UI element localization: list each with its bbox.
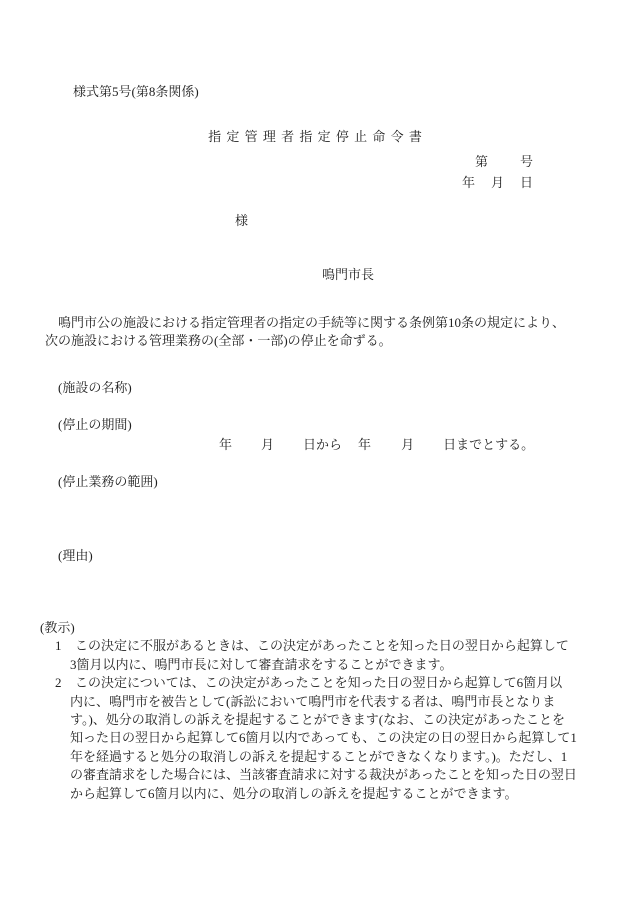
body-line: 鳴門市公の施設における指定管理者の指定の手続等に関する条例第10条の規定により、: [58, 315, 566, 330]
date-month-label: 月: [490, 175, 504, 190]
reason-label: (理由): [58, 548, 93, 563]
addressee-honorific: 様: [235, 213, 249, 228]
document-title: 指 定 管 理 者 指 定 停 止 命 令 書: [208, 129, 422, 144]
appeal-item-number: 2: [55, 675, 62, 691]
doc-number-suffix: 号: [519, 154, 533, 169]
period-end-day-label: 日までとする。: [443, 437, 535, 452]
doc-number-prefix: 第: [475, 154, 489, 169]
appeal-text: この決定に不服があるときは、この決定があったことを知った日の翌日から起算して: [75, 638, 569, 654]
period-end-month-label: 月: [401, 437, 415, 452]
body-line: 次の施設における管理業務の(全部・一部)の停止を命ずる。: [45, 333, 392, 349]
doc-number-line: [475, 151, 533, 170]
sender-title: 鳴門市長: [322, 267, 375, 282]
appeal-item-2-line: す。)、処分の取消しの訴えを提起することができます(なお、この決定があったことを: [70, 712, 565, 728]
suspension-period-dates: [219, 434, 534, 453]
facility-name-label: (施設の名称): [58, 380, 132, 395]
date-day-label: 日: [519, 175, 533, 190]
period-start-day-label: 日から: [303, 437, 343, 452]
appeal-item-2-line: [40, 674, 610, 692]
appeal-text: この決定については、この決定があったことを知った日の翌日から起算して6箇月以: [75, 675, 563, 691]
appeal-item-2-line: 知った日の翌日から起算して6箇月以内であっても、この決定の日の翌日から起算して1: [70, 730, 577, 746]
appeal-instructions-section: [40, 619, 610, 803]
appeal-item-number: 1: [55, 638, 62, 654]
date-year-label: 年: [462, 175, 476, 190]
appeal-item-1-line: 3箇月以内に、鳴門市長に対して審査請求をすることができます。: [70, 656, 453, 672]
appeal-item-2-line: から起算して6箇月以内に、処分の取消しの訴えを提起することができます。: [70, 785, 518, 801]
suspension-period-label: (停止の期間): [58, 417, 132, 432]
appeal-item-2-line: 内に、鳴門市を被告として(訴訟において鳴門市を代表する者は、鳴門市長となりま: [70, 693, 556, 709]
appeal-item-2-line: 年を経過すると処分の取消しの訴えを提起することができなくなります。)。ただし、1: [70, 748, 568, 764]
period-start-month-label: 月: [261, 437, 275, 452]
issue-date-line: [462, 172, 533, 191]
appeal-item-1-line: [40, 637, 610, 655]
appeal-item-2-line: の審査請求をした場合には、当該審査請求に対する裁決があったことを知った日の翌日: [70, 767, 577, 783]
suspended-duties-scope-label: (停止業務の範囲): [58, 474, 158, 489]
body-paragraph: [45, 314, 565, 351]
form-number-label: 様式第5号(第8条関係): [73, 84, 199, 99]
period-start-year-label: 年: [219, 437, 233, 452]
period-end-year-label: 年: [358, 437, 372, 452]
appeal-instructions-heading: (教示): [40, 620, 75, 635]
